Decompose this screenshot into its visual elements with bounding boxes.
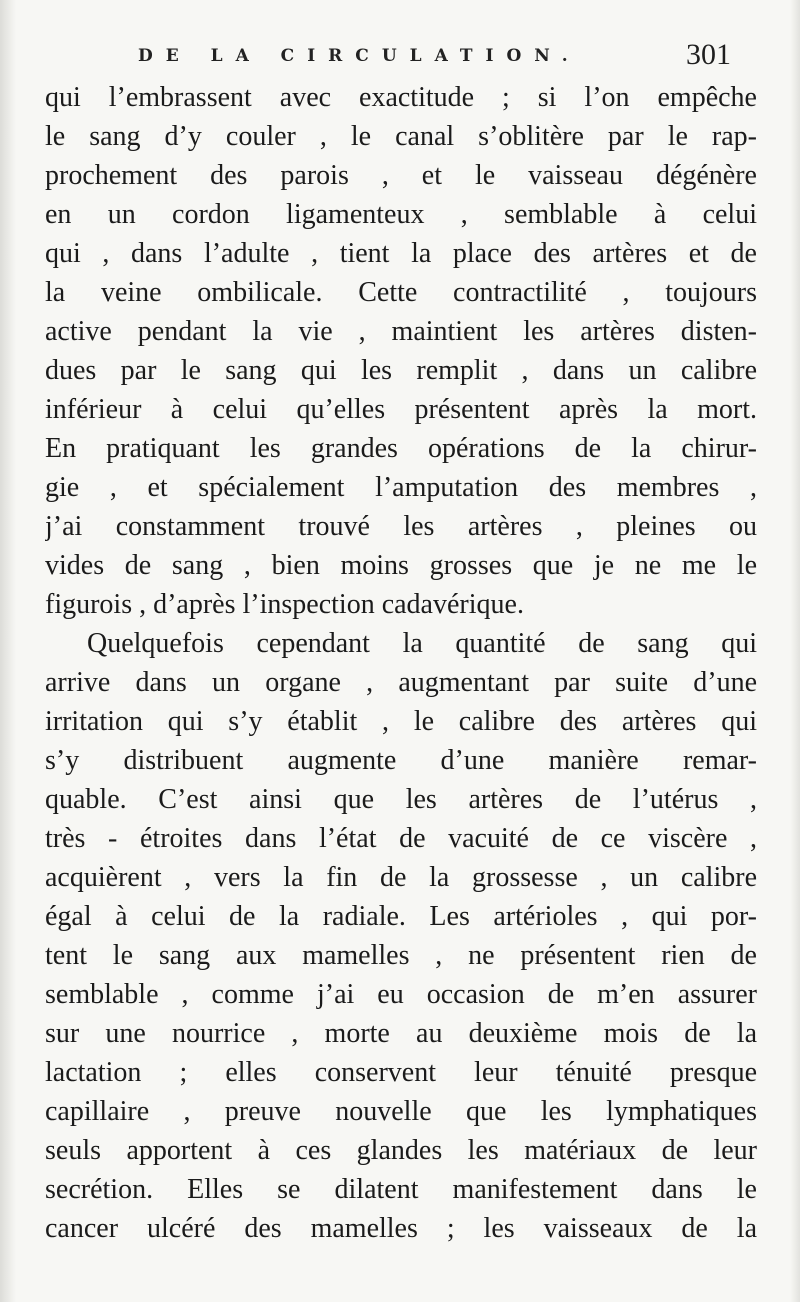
- text-line: s’y distribuent augmente d’une manière remar-: [45, 745, 757, 776]
- text-line: acquièrent , vers la fin de la grossesse , un calibre: [45, 862, 757, 893]
- text-line: inférieur à celui qu’elles présentent après la mort.: [45, 394, 757, 425]
- text-line: vides de sang , bien moins grosses que je ne me le: [45, 550, 757, 581]
- text-line: seuls apportent à ces glandes les matériaux de leur: [45, 1135, 757, 1166]
- text-line: quable. C’est ainsi que les artères de l’utérus ,: [45, 784, 757, 815]
- page-edge-shadow-left: [0, 0, 16, 1302]
- body-text: [45, 78, 757, 1248]
- text-line: active pendant la vie , maintient les artères disten-: [45, 316, 757, 347]
- text-line: dues par le sang qui les remplit , dans un calibre: [45, 355, 757, 386]
- text-line: le sang d’y couler , le canal s’oblitère par le rap-: [45, 121, 757, 152]
- text-line: cancer ulcéré des mamelles ; les vaisseaux de la: [45, 1213, 757, 1244]
- text-line: j’ai constamment trouvé les artères , pleines ou: [45, 511, 757, 542]
- text-line: irritation qui s’y établit , le calibre des artères qui: [45, 706, 757, 737]
- running-title: DE LA CIRCULATION.: [138, 46, 581, 66]
- text-line: qui l’embrassent avec exactitude ; si l’on empêche: [45, 82, 757, 113]
- text-line: en un cordon ligamenteux , semblable à celui: [45, 199, 757, 230]
- text-line: sur une nourrice , morte au deuxième mois de la: [45, 1018, 757, 1049]
- text-line: En pratiquant les grandes opérations de la chirur-: [45, 433, 757, 464]
- text-line: égal à celui de la radiale. Les artérioles , qui por-: [45, 901, 757, 932]
- text-line: très - étroites dans l’état de vacuité de ce viscère ,: [45, 823, 757, 854]
- text-line: semblable , comme j’ai eu occasion de m’en assurer: [45, 979, 757, 1010]
- text-line: arrive dans un organe , augmentant par suite d’une: [45, 667, 757, 698]
- running-head: [0, 38, 800, 78]
- paragraph-2: [45, 624, 757, 1248]
- text-line: Quelquefois cependant la quantité de sang qui: [87, 628, 757, 659]
- text-line: figurois , d’après l’inspection cadavérique.: [45, 589, 524, 620]
- text-line: tent le sang aux mamelles , ne présentent rien de: [45, 940, 757, 971]
- text-line: la veine ombilicale. Cette contractilité , toujours: [45, 277, 757, 308]
- text-line: qui , dans l’adulte , tient la place des artères et de: [45, 238, 757, 269]
- paragraph-1: [45, 78, 757, 624]
- page-number: 301: [686, 38, 731, 71]
- text-line: prochement des parois , et le vaisseau dégénère: [45, 160, 757, 191]
- text-line: gie , et spécialement l’amputation des membres ,: [45, 472, 757, 503]
- text-line: secrétion. Elles se dilatent manifestement dans le: [45, 1174, 757, 1205]
- page-edge-shadow-right: [790, 0, 800, 1302]
- text-line: lactation ; elles conservent leur ténuité presque: [45, 1057, 757, 1088]
- text-line: capillaire , preuve nouvelle que les lymphatiques: [45, 1096, 757, 1127]
